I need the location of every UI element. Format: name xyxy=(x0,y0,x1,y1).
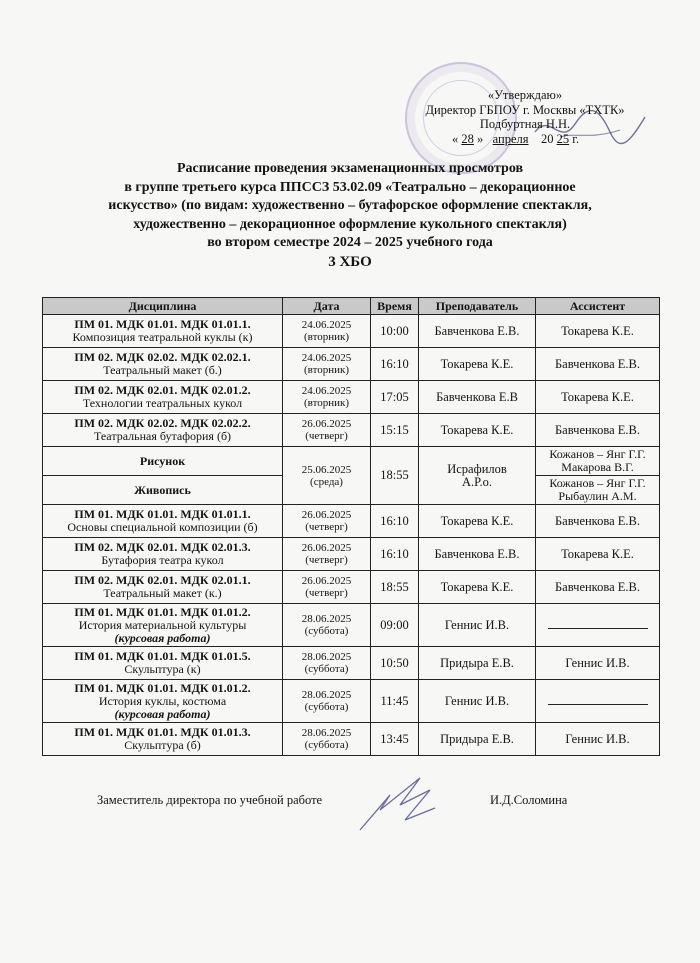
time-cell: 13:45 xyxy=(371,723,419,756)
date-cell: 26.06.2025 (четверг) xyxy=(283,538,371,571)
discipline-cell: ПМ 01. МДК 01.01. МДК 01.01.1. Основы специальной композиции (б) xyxy=(43,505,283,538)
time-cell: 10:00 xyxy=(371,315,419,348)
table-row xyxy=(43,723,660,756)
teacher-cell: Бавченкова Е.В. xyxy=(419,315,536,348)
discipline-cell: ПМ 02. МДК 02.01. МДК 02.01.3. Бутафория театра кукол xyxy=(43,538,283,571)
header-teacher: Преподаватель xyxy=(419,298,536,315)
approval-year: 25 xyxy=(556,131,570,146)
date-cell: 24.06.2025 (вторник) xyxy=(283,315,371,348)
date-cell: 25.06.2025 (среда) xyxy=(283,447,371,505)
footer-name: И.Д.Соломина xyxy=(490,793,568,807)
header-time: Время xyxy=(371,298,419,315)
teacher-cell: Геннис И.В. xyxy=(419,680,536,723)
assistant-cell: Бавченкова Е.В. xyxy=(536,414,660,447)
approval-month: апреля xyxy=(492,131,529,146)
time-cell: 16:10 xyxy=(371,538,419,571)
time-cell: 18:55 xyxy=(371,571,419,604)
blank-line xyxy=(548,696,648,705)
group-name: 3 ХБО xyxy=(328,253,372,270)
teacher-cell: Токарева К.Е. xyxy=(419,505,536,538)
approval-day: 28 xyxy=(461,131,474,146)
assistant-cell xyxy=(536,680,660,723)
teacher-cell: Геннис И.В. xyxy=(419,604,536,647)
table-row xyxy=(43,315,660,348)
time-cell: 16:10 xyxy=(371,348,419,381)
table-row xyxy=(43,538,660,571)
assistant-cell: Геннис И.В. xyxy=(536,647,660,680)
time-cell: 11:45 xyxy=(371,680,419,723)
table-row xyxy=(43,604,660,647)
date-cell: 26.06.2025 (четверг) xyxy=(283,414,371,447)
header-discipline: Дисциплина xyxy=(43,298,283,315)
date-cell: 28.06.2025 (суббота) xyxy=(283,680,371,723)
discipline-cell: ПМ 01. МДК 01.01. МДК 01.01.3. Скульптура (б) xyxy=(43,723,283,756)
approval-block xyxy=(380,88,670,146)
discipline-cell: Рисунок xyxy=(43,447,283,476)
table-row xyxy=(43,505,660,538)
date-cell: 28.06.2025 (суббота) xyxy=(283,723,371,756)
teacher-cell: Придыра Е.В. xyxy=(419,723,536,756)
table-row xyxy=(43,414,660,447)
assistant-cell: Токарева К.Е. xyxy=(536,315,660,348)
time-cell: 18:55 xyxy=(371,447,419,505)
discipline-cell: ПМ 02. МДК 02.01. МДК 02.01.2. Технологии театральных кукол xyxy=(43,381,283,414)
header-assistant: Ассистент xyxy=(536,298,660,315)
table-row xyxy=(43,381,660,414)
teacher-cell: Токарева К.Е. xyxy=(419,571,536,604)
assistant-cell: Геннис И.В. xyxy=(536,723,660,756)
teacher-cell: Токарева К.Е. xyxy=(419,414,536,447)
discipline-cell: ПМ 01. МДК 01.01. МДК 01.01.2. История материальной культуры (курсовая работа) xyxy=(43,604,283,647)
approval-director: Директор ГБПОУ г. Москвы «ТХТК» xyxy=(425,102,625,117)
date-cell: 24.06.2025 (вторник) xyxy=(283,381,371,414)
time-cell: 10:50 xyxy=(371,647,419,680)
date-cell: 28.06.2025 (суббота) xyxy=(283,647,371,680)
table-row xyxy=(43,447,660,476)
time-cell: 09:00 xyxy=(371,604,419,647)
assistant-cell: Бавченкова Е.В. xyxy=(536,348,660,381)
date-cell: 28.06.2025 (суббота) xyxy=(283,604,371,647)
teacher-cell: Исрафилов А.Р.о. xyxy=(419,447,536,505)
table-header-row xyxy=(43,298,660,315)
time-cell: 17:05 xyxy=(371,381,419,414)
assistant-cell: Токарева К.Е. xyxy=(536,381,660,414)
assistant-cell: Бавченкова Е.В. xyxy=(536,505,660,538)
assistant-cell: Бавченкова Е.В. xyxy=(536,571,660,604)
table-row xyxy=(43,571,660,604)
discipline-cell: ПМ 01. МДК 01.01. МДК 01.01.2. История куклы, костюма (курсовая работа) xyxy=(43,680,283,723)
time-cell: 15:15 xyxy=(371,414,419,447)
assistant-cell xyxy=(536,604,660,647)
teacher-cell: Бавченкова Е.В xyxy=(419,381,536,414)
approval-name: Подбуртная Н.Н. xyxy=(479,117,571,131)
deputy-signature xyxy=(350,770,440,840)
table-row xyxy=(43,647,660,680)
assistant-cell: Кожанов – Янг Г.Г. Рыбаулин А.М. xyxy=(536,476,660,505)
footer-position: Заместитель директора по учебной работе xyxy=(97,793,323,807)
date-cell: 26.06.2025 (четверг) xyxy=(283,571,371,604)
discipline-cell: ПМ 02. МДК 02.01. МДК 02.01.1. Театральный макет (к.) xyxy=(43,571,283,604)
discipline-cell: ПМ 02. МДК 02.02. МДК 02.02.2. Театральная бутафория (б) xyxy=(43,414,283,447)
header-date: Дата xyxy=(283,298,371,315)
assistant-cell: Токарева К.Е. xyxy=(536,538,660,571)
approval-date: « 28 » апреля 20 25 г. xyxy=(452,131,580,146)
assistant-cell: Кожанов – Янг Г.Г. Макарова В.Г. xyxy=(536,447,660,476)
teacher-cell: Придыра Е.В. xyxy=(419,647,536,680)
discipline-cell: Живопись xyxy=(43,476,283,505)
discipline-cell: ПМ 02. МДК 02.02. МДК 02.02.1. Театральный макет (б.) xyxy=(43,348,283,381)
table-row xyxy=(43,680,660,723)
blank-line xyxy=(548,620,648,629)
time-cell: 16:10 xyxy=(371,505,419,538)
document-title: Расписание проведения экзаменационных просмотров в группе третьего курса ППССЗ 53.02.09 «Театрально – декорационное искусство» (по видам: художественно – бутафорское оформление спектакля, художественно – декорационное оформление кукольного спектакля) во втором семестре 2024 – 2025 учебного года 3 ХБО xyxy=(40,160,660,271)
schedule-table xyxy=(42,297,660,756)
date-cell: 24.06.2025 (вторник) xyxy=(283,348,371,381)
approval-heading: «Утверждаю» xyxy=(487,88,563,102)
date-cell: 26.06.2025 (четверг) xyxy=(283,505,371,538)
discipline-cell: ПМ 01. МДК 01.01. МДК 01.01.5. Скульптура (к) xyxy=(43,647,283,680)
teacher-cell: Бавченкова Е.В. xyxy=(419,538,536,571)
table-row xyxy=(43,348,660,381)
teacher-cell: Токарева К.Е. xyxy=(419,348,536,381)
discipline-cell: ПМ 01. МДК 01.01. МДК 01.01.1. Композиция театральной куклы (к) xyxy=(43,315,283,348)
